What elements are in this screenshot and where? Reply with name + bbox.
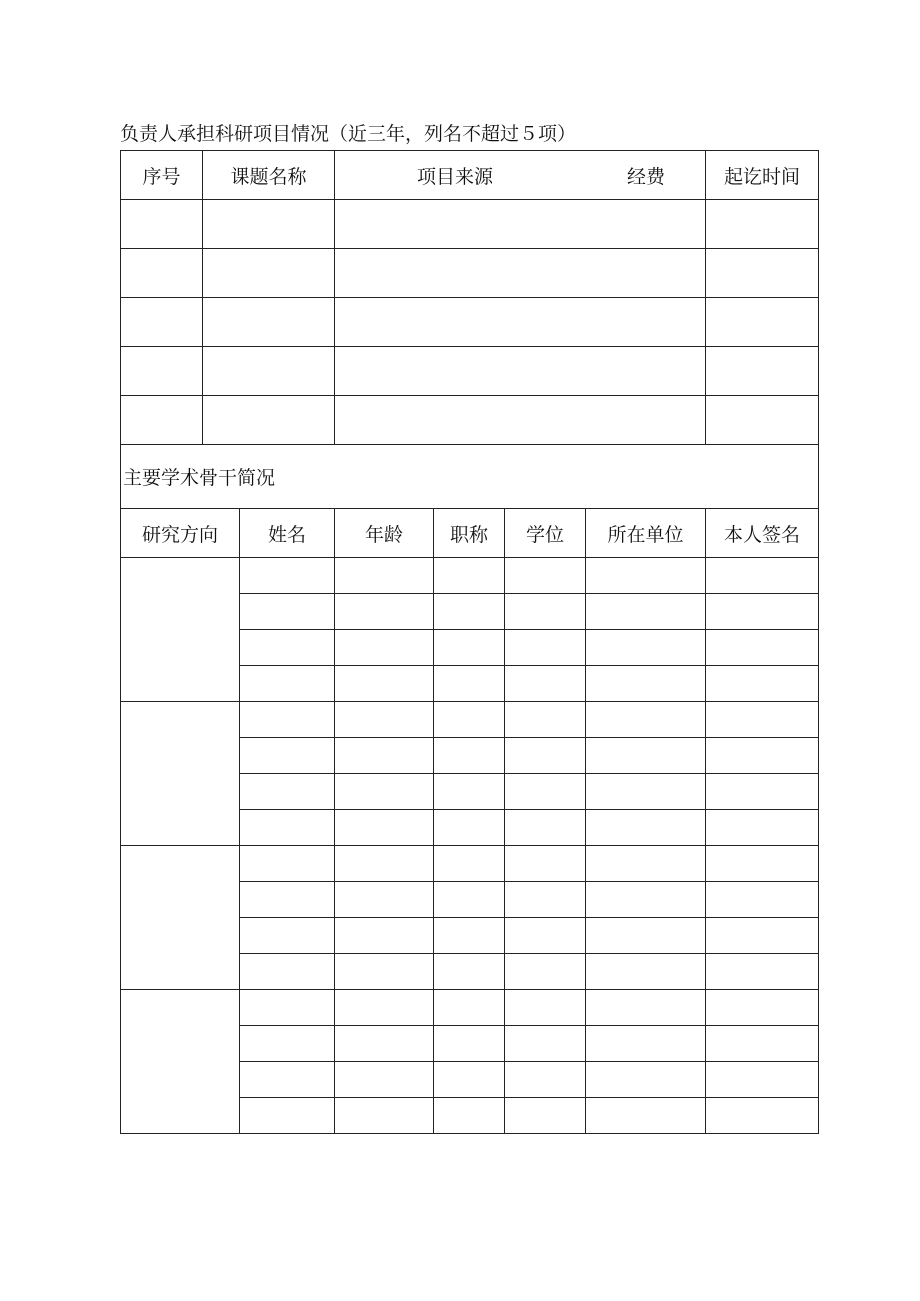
member-age-cell[interactable] [335, 774, 434, 810]
member-row [121, 846, 819, 882]
member-signature-cell[interactable] [706, 918, 819, 954]
member-title-cell[interactable] [434, 1062, 505, 1098]
member-title-cell[interactable] [434, 1026, 505, 1062]
header-degree: 学位 [505, 509, 586, 558]
member-age-cell[interactable] [335, 666, 434, 702]
research-direction-cell[interactable] [121, 846, 240, 990]
project-row [121, 249, 819, 298]
member-title-cell[interactable] [434, 702, 505, 738]
header-funding: 经费 [627, 165, 666, 188]
member-unit-cell[interactable] [586, 1026, 706, 1062]
project-row [121, 298, 819, 347]
header-age: 年龄 [335, 509, 434, 558]
member-age-cell[interactable] [335, 846, 434, 882]
member-signature-cell[interactable] [706, 558, 819, 594]
header-index: 序号 [121, 151, 203, 200]
header-source-funding [335, 151, 706, 200]
form-table [120, 150, 819, 1134]
member-degree-cell[interactable] [505, 666, 586, 702]
project-period-cell[interactable] [706, 298, 819, 347]
member-title-cell[interactable] [434, 882, 505, 918]
header-unit: 所在单位 [586, 509, 706, 558]
member-signature-cell[interactable] [706, 702, 819, 738]
member-signature-cell[interactable] [706, 882, 819, 918]
member-age-cell[interactable] [335, 738, 434, 774]
form-sheet [120, 150, 818, 1134]
project-row [121, 396, 819, 445]
member-unit-cell[interactable] [586, 810, 706, 846]
member-degree-cell[interactable] [505, 954, 586, 990]
member-title-cell[interactable] [434, 738, 505, 774]
project-index-cell[interactable] [121, 200, 203, 249]
member-degree-cell[interactable] [505, 774, 586, 810]
project-topic-cell[interactable] [203, 249, 335, 298]
research-direction-cell[interactable] [121, 990, 240, 1134]
member-name-cell[interactable] [240, 846, 335, 882]
member-name-cell[interactable] [240, 702, 335, 738]
member-title-cell[interactable] [434, 846, 505, 882]
member-age-cell[interactable] [335, 558, 434, 594]
projects-header-row [121, 151, 819, 200]
header-source: 项目来源 [417, 165, 494, 188]
project-topic-cell[interactable] [203, 298, 335, 347]
member-age-cell[interactable] [335, 594, 434, 630]
header-direction: 研究方向 [121, 509, 240, 558]
member-unit-cell[interactable] [586, 846, 706, 882]
member-title-cell[interactable] [434, 594, 505, 630]
project-source-funding-cell[interactable] [335, 298, 706, 347]
member-row [121, 990, 819, 1026]
member-unit-cell[interactable] [586, 630, 706, 666]
member-age-cell[interactable] [335, 630, 434, 666]
member-title-cell[interactable] [434, 954, 505, 990]
member-unit-cell[interactable] [586, 1098, 706, 1134]
research-direction-cell[interactable] [121, 702, 240, 846]
member-unit-cell[interactable] [586, 954, 706, 990]
member-title-cell[interactable] [434, 918, 505, 954]
header-title: 职称 [434, 509, 505, 558]
member-degree-cell[interactable] [505, 702, 586, 738]
header-name: 姓名 [240, 509, 335, 558]
member-age-cell[interactable] [335, 1098, 434, 1134]
member-signature-cell[interactable] [706, 630, 819, 666]
member-name-cell[interactable] [240, 954, 335, 990]
member-title-cell[interactable] [434, 990, 505, 1026]
project-index-cell[interactable] [121, 298, 203, 347]
member-unit-cell[interactable] [586, 702, 706, 738]
member-signature-cell[interactable] [706, 990, 819, 1026]
header-signature: 本人签名 [706, 509, 819, 558]
project-source-funding-cell[interactable] [335, 200, 706, 249]
member-degree-cell[interactable] [505, 990, 586, 1026]
member-title-cell[interactable] [434, 1098, 505, 1134]
project-period-cell[interactable] [706, 347, 819, 396]
member-unit-cell[interactable] [586, 774, 706, 810]
member-name-cell[interactable] [240, 882, 335, 918]
member-signature-cell[interactable] [706, 738, 819, 774]
member-name-cell[interactable] [240, 738, 335, 774]
member-name-cell[interactable] [240, 666, 335, 702]
member-unit-cell[interactable] [586, 882, 706, 918]
member-signature-cell[interactable] [706, 846, 819, 882]
member-unit-cell[interactable] [586, 558, 706, 594]
research-direction-cell[interactable] [121, 558, 240, 702]
header-topic: 课题名称 [203, 151, 335, 200]
members-section-title: 主要学术骨干简况 [121, 445, 819, 509]
member-name-cell[interactable] [240, 1062, 335, 1098]
member-signature-cell[interactable] [706, 810, 819, 846]
member-name-cell[interactable] [240, 774, 335, 810]
member-unit-cell[interactable] [586, 1062, 706, 1098]
header-period: 起讫时间 [706, 151, 819, 200]
member-signature-cell[interactable] [706, 594, 819, 630]
project-row [121, 347, 819, 396]
member-degree-cell[interactable] [505, 846, 586, 882]
member-title-cell[interactable] [434, 630, 505, 666]
project-source-funding-cell[interactable] [335, 249, 706, 298]
member-name-cell[interactable] [240, 594, 335, 630]
member-age-cell[interactable] [335, 918, 434, 954]
project-row [121, 200, 819, 249]
member-signature-cell[interactable] [706, 1098, 819, 1134]
project-period-cell[interactable] [706, 200, 819, 249]
project-index-cell[interactable] [121, 347, 203, 396]
member-name-cell[interactable] [240, 1026, 335, 1062]
member-degree-cell[interactable] [505, 810, 586, 846]
project-period-cell[interactable] [706, 249, 819, 298]
member-age-cell[interactable] [335, 810, 434, 846]
member-age-cell[interactable] [335, 954, 434, 990]
member-name-cell[interactable] [240, 558, 335, 594]
member-degree-cell[interactable] [505, 882, 586, 918]
project-index-cell[interactable] [121, 396, 203, 445]
project-source-funding-cell[interactable] [335, 347, 706, 396]
member-degree-cell[interactable] [505, 1098, 586, 1134]
project-source-funding-cell[interactable] [335, 396, 706, 445]
member-title-cell[interactable] [434, 558, 505, 594]
member-name-cell[interactable] [240, 1098, 335, 1134]
project-topic-cell[interactable] [203, 347, 335, 396]
member-unit-cell[interactable] [586, 594, 706, 630]
member-signature-cell[interactable] [706, 1062, 819, 1098]
member-age-cell[interactable] [335, 882, 434, 918]
member-title-cell[interactable] [434, 666, 505, 702]
member-signature-cell[interactable] [706, 774, 819, 810]
member-signature-cell[interactable] [706, 666, 819, 702]
project-index-cell[interactable] [121, 249, 203, 298]
member-age-cell[interactable] [335, 702, 434, 738]
member-degree-cell[interactable] [505, 738, 586, 774]
member-name-cell[interactable] [240, 918, 335, 954]
member-name-cell[interactable] [240, 630, 335, 666]
member-unit-cell[interactable] [586, 918, 706, 954]
member-age-cell[interactable] [335, 990, 434, 1026]
project-topic-cell[interactable] [203, 396, 335, 445]
member-degree-cell[interactable] [505, 1062, 586, 1098]
project-period-cell[interactable] [706, 396, 819, 445]
member-row [121, 558, 819, 594]
member-unit-cell[interactable] [586, 738, 706, 774]
members-section-row [121, 445, 819, 509]
member-degree-cell[interactable] [505, 1026, 586, 1062]
member-unit-cell[interactable] [586, 666, 706, 702]
member-signature-cell[interactable] [706, 1026, 819, 1062]
member-name-cell[interactable] [240, 990, 335, 1026]
member-name-cell[interactable] [240, 810, 335, 846]
member-age-cell[interactable] [335, 1026, 434, 1062]
member-degree-cell[interactable] [505, 594, 586, 630]
member-signature-cell[interactable] [706, 954, 819, 990]
member-degree-cell[interactable] [505, 558, 586, 594]
member-row [121, 702, 819, 738]
member-title-cell[interactable] [434, 774, 505, 810]
member-title-cell[interactable] [434, 810, 505, 846]
member-degree-cell[interactable] [505, 630, 586, 666]
member-age-cell[interactable] [335, 1062, 434, 1098]
project-topic-cell[interactable] [203, 200, 335, 249]
member-degree-cell[interactable] [505, 918, 586, 954]
members-header-row [121, 509, 819, 558]
member-unit-cell[interactable] [586, 990, 706, 1026]
page-title: 负责人承担科研项目情况（近三年，列名不超过５项） [120, 123, 577, 145]
